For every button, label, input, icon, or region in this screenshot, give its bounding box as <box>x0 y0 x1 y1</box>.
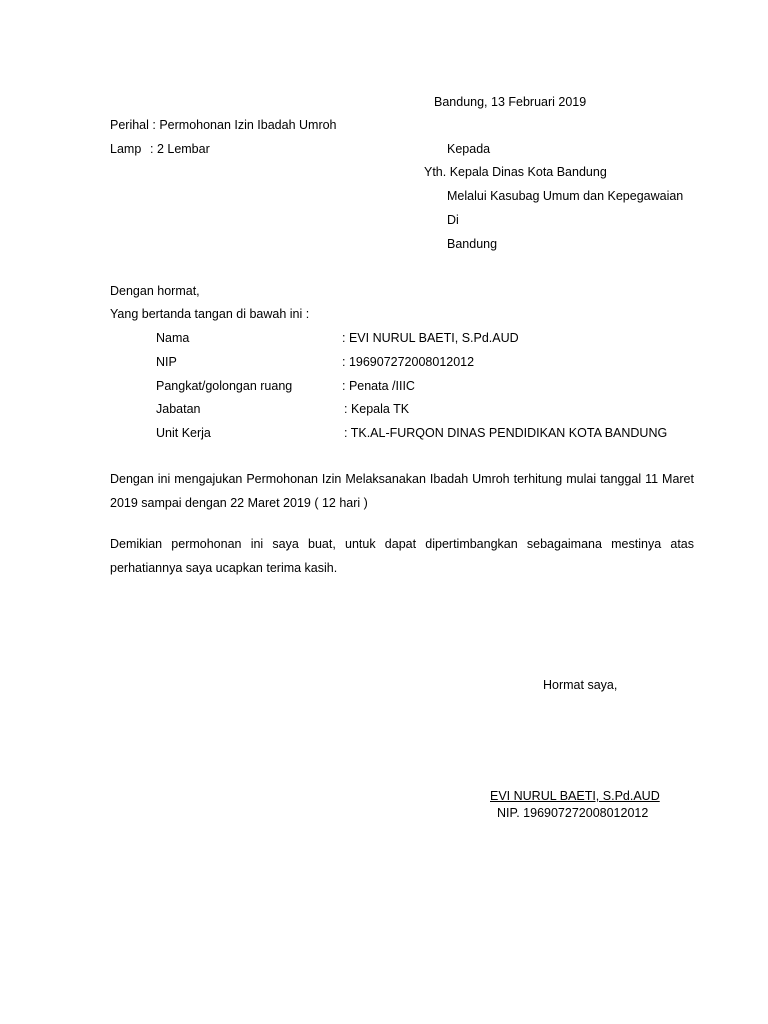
place-date: Bandung, 13 Februari 2019 <box>434 95 587 109</box>
subject-line: Perihal : Permohonan Izin Ibadah Umroh <box>110 118 337 132</box>
field-value-nama: : EVI NURUL BAETI, S.Pd.AUD <box>342 331 519 345</box>
recipient-yth: Yth. Kepala Dinas Kota Bandung <box>424 165 607 179</box>
signer-nip: NIP. 196907272008012012 <box>497 806 649 820</box>
attachment-label: Lamp <box>110 142 142 156</box>
recipient-di: Di <box>447 213 459 227</box>
signer-name: EVI NURUL BAETI, S.Pd.AUD <box>490 789 660 803</box>
attachment-value: : 2 Lembar <box>150 142 210 156</box>
field-label-nama: Nama <box>156 331 190 345</box>
body-paragraph-request: Dengan ini mengajukan Permohonan Izin Melaksanakan Ibadah Umroh terhitung mulai tanggal 11 Maret 2019 sampai dengan 22 Maret 2019 ( 12 hari ) <box>110 472 694 510</box>
field-value-nip: : 196907272008012012 <box>342 355 475 369</box>
field-label-nip: NIP <box>156 355 177 369</box>
field-label-pangkat: Pangkat/golongan ruang <box>156 379 293 393</box>
field-value-unit-kerja: : TK.AL-FURQON DINAS PENDIDIKAN KOTA BANDUNG <box>344 426 668 440</box>
intro-line: Yang bertanda tangan di bawah ini : <box>110 307 310 321</box>
body-paragraph-closing: Demikian permohonan ini saya buat, untuk dapat dipertimbangkan sebagaimana mestinya atas perhatiannya saya ucapkan terima kasih. <box>110 537 694 575</box>
greeting: Dengan hormat, <box>110 284 200 298</box>
recipient-melalui: Melalui Kasubag Umum dan Kepegawaian <box>447 189 684 203</box>
recipient-kepada: Kepada <box>447 142 491 156</box>
field-label-unit-kerja: Unit Kerja <box>156 426 211 440</box>
recipient-city: Bandung <box>447 237 498 251</box>
field-value-jabatan: : Kepala TK <box>344 402 410 416</box>
field-label-jabatan: Jabatan <box>156 402 201 416</box>
closing-salutation: Hormat saya, <box>543 678 618 692</box>
field-value-pangkat: : Penata /IIIC <box>342 379 415 393</box>
